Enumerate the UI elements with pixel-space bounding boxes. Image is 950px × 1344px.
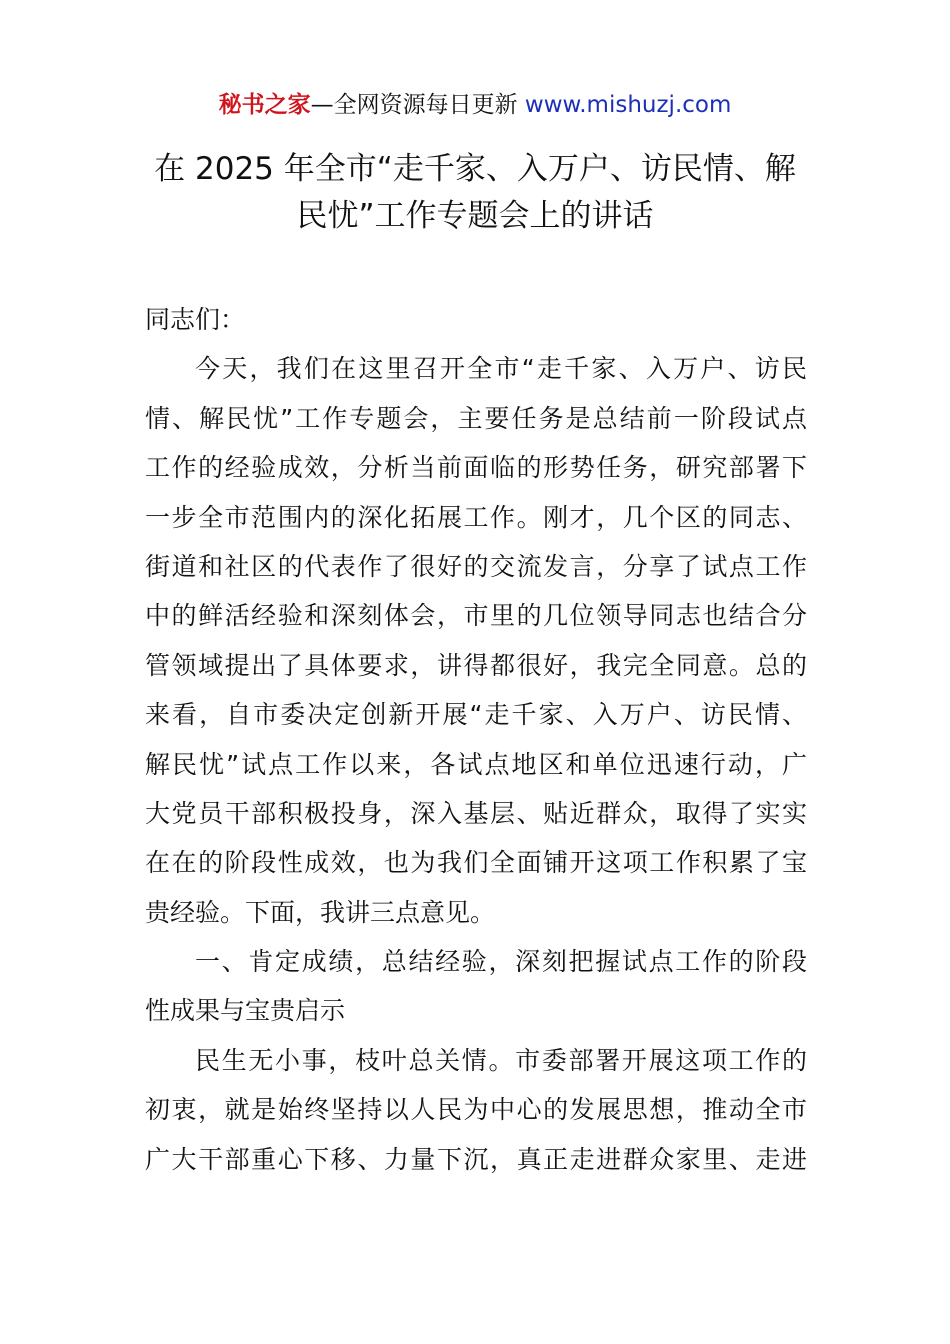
paragraph-line: 管领域提出了具体要求，讲得都很好，我完全同意。总的 [145, 650, 807, 680]
paragraph-line: 情、解民忧”工作专题会，主要任务是总结前一阶段试点 [145, 403, 807, 433]
paragraph-line: 今天，我们在这里召开全市“走千家、入万户、访民 [195, 354, 807, 384]
paragraph-line: 贵经验。下面，我讲三点意见。 [145, 897, 496, 927]
paragraph-line: 解民忧”试点工作以来，各试点地区和单位迅速行动，广 [145, 749, 807, 779]
brand-name: 秘书之家 [218, 92, 311, 118]
document-body [145, 295, 807, 1184]
paragraph-line: 大党员干部积极投身，深入基层、贴近群众，取得了实实 [145, 798, 807, 828]
title-line-1: 在 2025 年全市“走千家、入万户、访民情、解 [154, 151, 796, 187]
paragraph-line: 街道和社区的代表作了很好的交流发言，分享了试点工作 [145, 551, 807, 581]
site-header [0, 88, 950, 122]
paragraph-line: 来看，自市委决定创新开展“走千家、入万户、访民情、 [145, 700, 807, 730]
paragraph-line: 一步全市范围内的深化拓展工作。刚才，几个区的同志、 [145, 502, 807, 532]
paragraph-line: 初衷，就是始终坚持以人民为中心的发展思想，推动全市 [145, 1095, 807, 1125]
section-heading-line: 一、肯定成绩，总结经验，深刻把握试点工作的阶段 [195, 947, 807, 977]
section-heading-line: 性成果与宝贵启示 [145, 996, 346, 1026]
salutation: 同志们： [145, 305, 246, 334]
paragraph-line: 民生无小事，枝叶总关情。市委部署开展这项工作的 [195, 1045, 807, 1075]
paragraph-line: 在在的阶段性成效，也为我们全面铺开这项工作积累了宝 [145, 848, 807, 878]
document-title [120, 146, 830, 240]
paragraph-line: 中的鲜活经验和深刻体会，市里的几位领导同志也结合分 [145, 601, 807, 631]
site-url-link[interactable]: www.mishuzj.com [524, 92, 732, 118]
paragraph-line: 广大干部重心下移、力量下沉，真正走进群众家里、走进 [145, 1144, 807, 1174]
header-tagline: —全网资源每日更新 [310, 92, 525, 118]
title-line-2: 民忧”工作专题会上的讲话 [296, 198, 654, 234]
paragraph-line: 工作的经验成效，分析当前面临的形势任务，研究部署下 [145, 453, 807, 483]
